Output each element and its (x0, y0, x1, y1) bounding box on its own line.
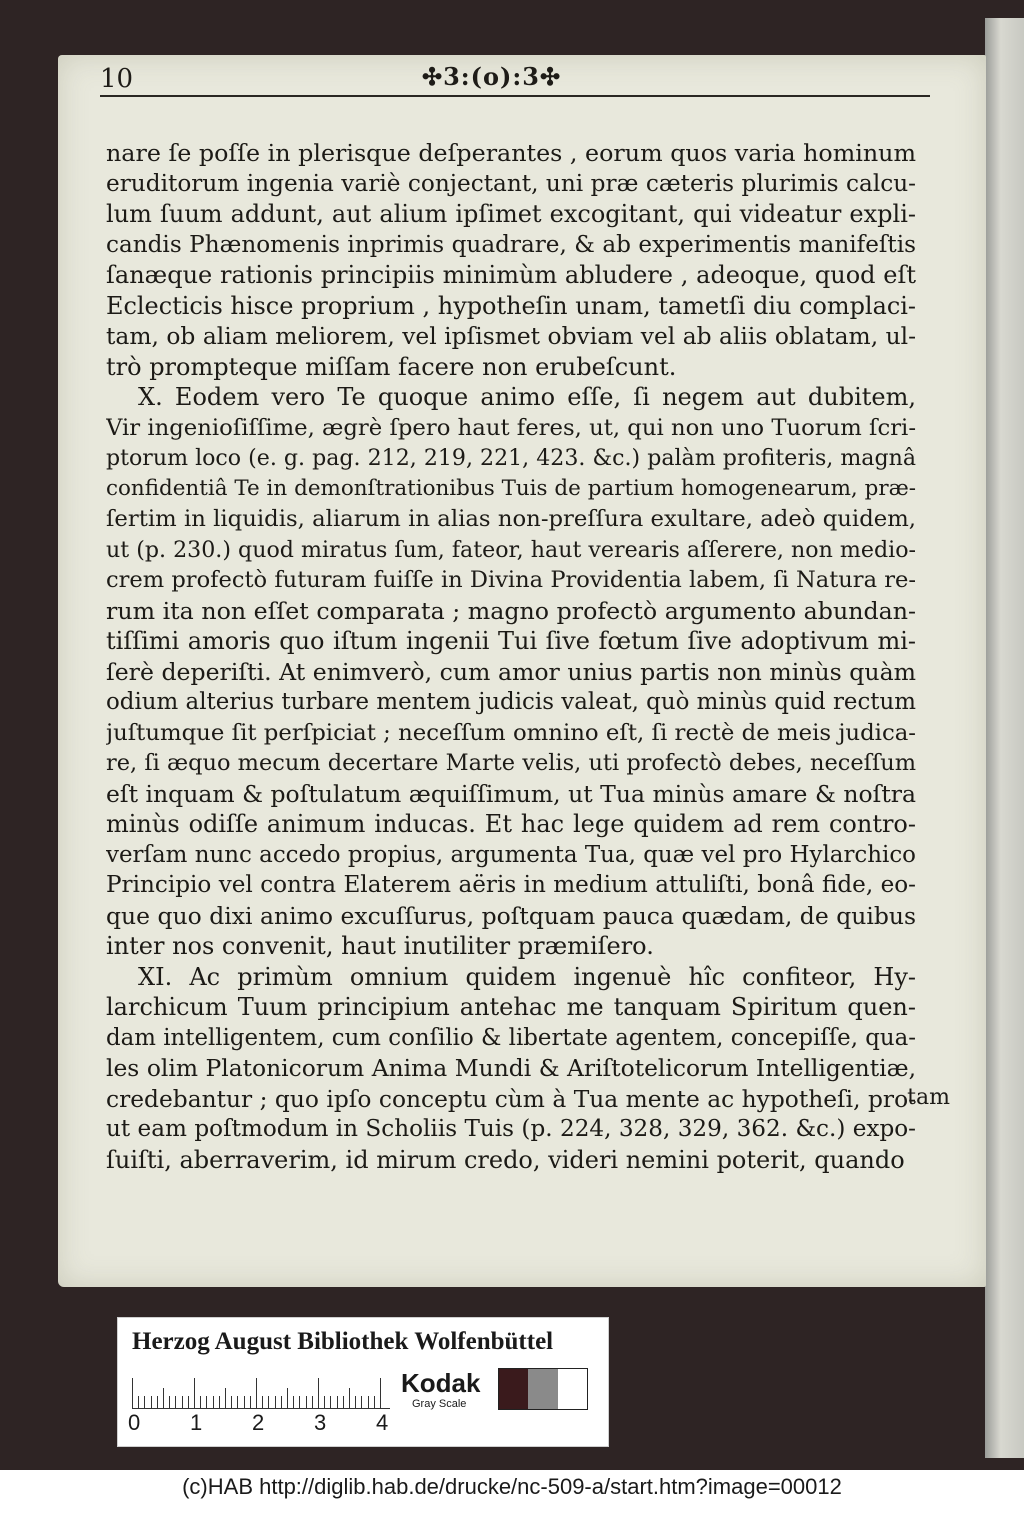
text-line: candis Phænomenis inprimis quadrare, & ab experimentis manifeſtis (106, 231, 916, 258)
ruler-tick (330, 1396, 331, 1408)
text-line: eſt inquam & poſtulatum æquiſſimum, ut Tua minùs amare & noſtra (106, 779, 916, 808)
book-page (58, 55, 986, 1287)
text-line: Principio vel contra Elaterem aëris in medium attuliſti, bonâ fide, eo- (106, 872, 916, 898)
ruler-tick (250, 1396, 251, 1408)
ruler-tick (368, 1396, 369, 1408)
text-line: ptorum loco (e. g. pag. 212, 219, 221, 423. &c.) palàm profiteris, magnâ (106, 445, 916, 471)
running-header (100, 64, 930, 100)
ruler-tick (225, 1388, 226, 1408)
text-line: Vir ingenioſiſſime, ægrè ſpero haut feres, ut, qui non uno Tuorum ſcri- (106, 414, 916, 441)
header-ornament: ✣3:(o):3✣ (422, 62, 562, 91)
ruler-tick (138, 1396, 139, 1408)
page-number: 10 (100, 64, 134, 94)
text-line: XI. Ac primùm omnium quidem ingenuè hîc confiteor, Hy- (138, 962, 916, 991)
text-line: que quo dixi animo excuſſurus, poſtquam pauca quædam, de quibus (106, 901, 916, 930)
text-line: inter nos convenit, haut inutiliter præmiſero. (106, 932, 654, 960)
text-line: Eclecticis hisce proprium , hypotheſin unam, tametſi diu complaci- (106, 291, 916, 320)
ruler-tick (299, 1396, 300, 1408)
kodak-logo: Kodak (401, 1368, 481, 1398)
text-line: trò prompteque miſſam facere non erubeſcunt. (106, 352, 677, 381)
text-line: rum ita non eſſet comparata ; magno profectò argumento abundan- (106, 596, 916, 625)
ruler-tick (337, 1396, 338, 1408)
text-line: confidentiâ Te in demonſtrationibus Tuis de partium homogenearum, præ- (106, 475, 916, 501)
ruler-tick (132, 1378, 133, 1408)
text-line: ſertim in liquidis, aliarum in alias non-preſſura exultare, adeò quidem, (106, 506, 916, 532)
ruler-tick (219, 1396, 220, 1408)
swatch-white (558, 1369, 587, 1409)
ruler-tick (380, 1378, 381, 1408)
ruler-label: 0 (128, 1410, 141, 1435)
gray-scale-label: Gray Scale (412, 1398, 467, 1410)
ruler-tick (361, 1396, 362, 1408)
color-target-card (117, 1317, 609, 1447)
ruler-tick (213, 1396, 214, 1408)
ruler-tick (144, 1396, 145, 1408)
gray-scale-swatches (498, 1368, 588, 1410)
ruler-tick (306, 1396, 307, 1408)
ruler-tick (256, 1378, 257, 1408)
ruler-label: 3 (314, 1410, 327, 1435)
body-text (106, 138, 916, 1175)
text-line: re, ſi æquo mecum decertare Marte velis, uti profectò debes, neceſſum (106, 750, 916, 776)
ruler-tick (312, 1396, 313, 1408)
ruler-tick (200, 1396, 201, 1408)
ruler-tick (206, 1396, 207, 1408)
next-page-edge (985, 18, 1024, 1458)
ruler-tick (244, 1396, 245, 1408)
ruler-labels (128, 1410, 398, 1438)
text-line: les olim Platonicorum Anima Mundi & Ariſtotelicorum Intelligentiæ, (106, 1054, 916, 1082)
text-line: minùs odiſſe animum inducas. Et hac lege quidem ad rem contro- (106, 810, 916, 838)
ruler-tick (287, 1388, 288, 1408)
ruler-label: 1 (190, 1410, 203, 1435)
text-line: verſam nunc accedo propius, argumenta Tua, quæ vel pro Hylarchico (106, 841, 916, 868)
text-line: credebantur ; quo ipſo conceptu cùm à Tua mente ac hypotheſi, pro- (106, 1084, 916, 1113)
image-credit: (c)HAB http://diglib.hab.de/drucke/nc-509-a/start.htm?image=00012 (182, 1474, 842, 1499)
ruler-tick (268, 1396, 269, 1408)
text-line: crem profectò futuram fuiſſe in Divina Providentia labem, ſi Natura re- (106, 567, 916, 593)
ruler-tick (355, 1396, 356, 1408)
swatch-mid (528, 1369, 557, 1409)
text-line: ſuiſti, aberraverim, id mirum credo, videri nemini poterit, quando (106, 1145, 905, 1174)
text-line: nare ſe poſſe in plerisque deſperantes , eorum quos varia hominum (106, 139, 916, 167)
scale-ruler (132, 1374, 390, 1409)
header-rule (100, 95, 930, 97)
swatch-dark (499, 1369, 528, 1409)
ruler-tick (281, 1396, 282, 1408)
ruler-tick (349, 1388, 350, 1408)
ruler-tick (175, 1396, 176, 1408)
text-line: tam, ob aliam meliorem, vel ipſismet obviam vel ab aliis oblatam, ul- (106, 322, 916, 350)
text-line: juſtumque ſit perſpiciat ; neceſſum omnino eſt, ſi rectè de meis judica- (106, 719, 916, 746)
text-line: ſerè deperiſti. At enimverò, cum amor unius partis non minùs quàm (106, 657, 916, 686)
ruler-tick (324, 1396, 325, 1408)
library-name: Herzog August Bibliothek Wolfenbüttel (132, 1328, 554, 1355)
ruler-tick (169, 1396, 170, 1408)
ruler-tick (188, 1396, 189, 1408)
text-line: ut (p. 230.) quod miratus ſum, fateor, haut verearis aſſerere, non medio- (106, 536, 916, 563)
text-line: X. Eodem vero Te quoque animo eſſe, ſi negem aut dubitem, (138, 383, 916, 411)
ruler-tick (374, 1396, 375, 1408)
ruler-tick (262, 1396, 263, 1408)
ruler-tick (163, 1388, 164, 1408)
ruler-tick (343, 1396, 344, 1408)
ruler-tick (231, 1396, 232, 1408)
text-line: ut eam poſtmodum in Scholiis Tuis (p. 224, 328, 329, 362. &c.) expo- (106, 1116, 916, 1142)
ruler-tick (157, 1396, 158, 1408)
text-line: tiſſimi amoris quo iſtum ingenii Tui ſive fœtum ſive adoptivum mi- (106, 627, 916, 655)
ruler-tick (237, 1396, 238, 1408)
text-line: larchicum Tuum principium antehac me tanquam Spiritum quen- (106, 993, 916, 1021)
ruler-tick (182, 1396, 183, 1408)
ruler-tick (151, 1396, 152, 1408)
text-line: dam intelligentem, cum conſilio & libertate agentem, concepiſſe, qua- (106, 1024, 916, 1051)
text-line: odium alterius turbare mentem judicis valeat, quò minùs quid rectum (106, 689, 916, 715)
ruler-tick (275, 1396, 276, 1408)
catchword: tam (907, 1085, 950, 1110)
ruler-label: 2 (252, 1410, 265, 1435)
text-line: eruditorum ingenia variè conjectant, uni præ cæteris plurimis calcu- (106, 169, 916, 197)
text-line: ſanæque rationis principiis minimùm abludere , adeoque, quod eſt (106, 261, 916, 289)
text-line: lum ſuum addunt, aut alium ipſimet excogitant, qui videatur expli- (106, 200, 916, 228)
ruler-tick (194, 1378, 195, 1408)
ruler-tick (293, 1396, 294, 1408)
ruler-label: 4 (376, 1410, 389, 1435)
ruler-tick (318, 1378, 319, 1408)
